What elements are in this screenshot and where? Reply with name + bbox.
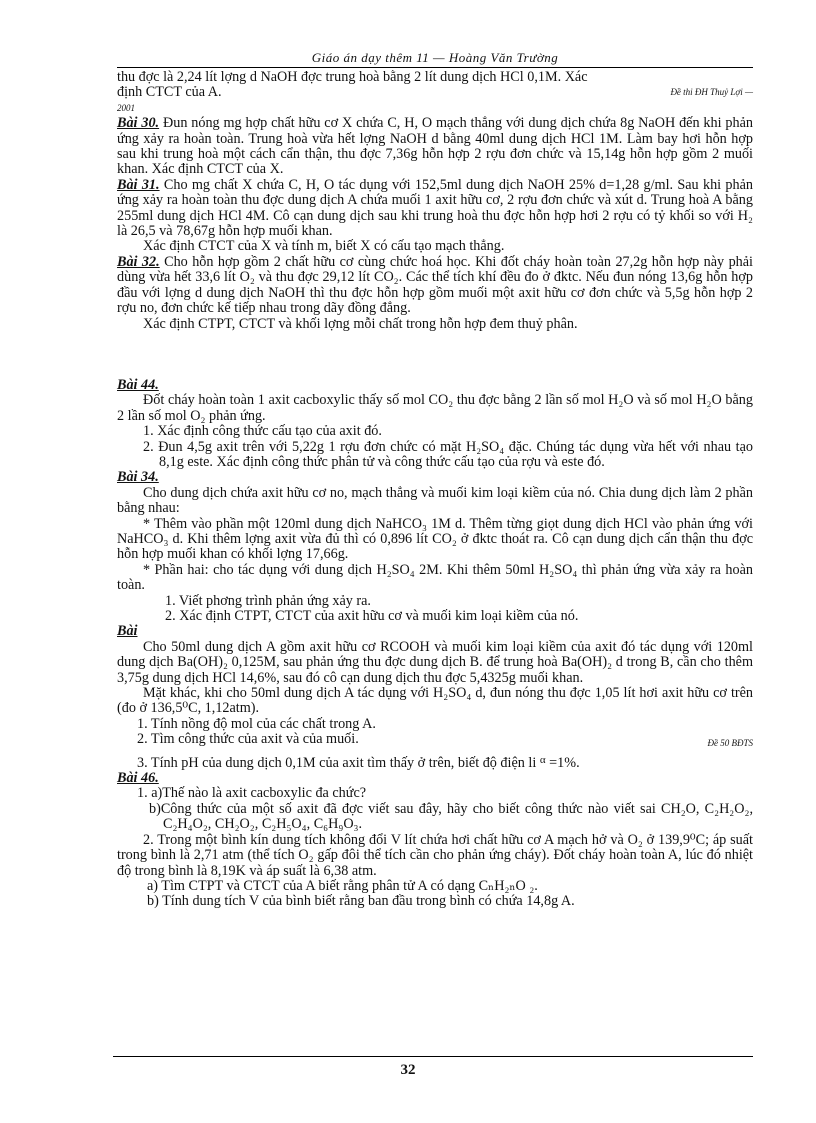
- list-item: 1. Viết phơng trình phản ứng xảy ra.: [165, 592, 371, 609]
- exercise-text: Cho dung dịch chứa axit hữu cơ no, mạch thẳng và muối kim loại kiềm của nó. Chia dung dịch làm 2 phần bằng nhau:: [117, 484, 753, 517]
- exercise-bai-label: [117, 624, 753, 639]
- exercise-text: Cho hỗn hợp gồm 2 chất hữu cơ cùng chức hoá học. Khi đốt cháy hoàn toàn 27,2g hỗn hợp này phải dùng vừa hết 33,6 lít O₂ và thu đợc 29,12 lít CO₂. Các thể tích khí đều đo ở đktc. Nếu đun nóng 13,6g hỗn hợp đầu với lợng d dung dịch NaOH thì thu đợc hỗn hợp gồm muối một axit hữu cơ đơn chức và 5,5g hỗn hợp 2 rợu no, đơn chức kế tiếp nhau trong dãy đồng đẳng.: [117, 253, 753, 317]
- exercise-label: Bài 30.: [117, 115, 160, 132]
- exercise-46-label: [117, 771, 753, 786]
- exam-source: Đề thi ĐH Thuỷ Lợi —: [670, 87, 753, 98]
- exercise-text: Đốt cháy hoàn toàn 1 axit cacboxylic thấy số mol CO₂ thu đợc bằng 2 lần số mol H₂O và số mol H₂O bằng 2 lần số mol O₂ phản ứng.: [117, 392, 753, 424]
- exam-source: Đề 50 BĐTS: [707, 738, 753, 749]
- exam-year: 2001: [117, 102, 135, 113]
- list-item: 2. Xác định CTPT, CTCT của axit hữu cơ và muối kim loại kiềm của nó.: [165, 608, 579, 624]
- exercise-34-label: [117, 470, 753, 485]
- exercise-44-label: [117, 378, 753, 393]
- document-page: [117, 50, 753, 910]
- exercise-label: Bài 44.: [117, 376, 159, 393]
- exercise-label: Bài: [117, 623, 138, 640]
- footer-rule: [113, 1056, 753, 1057]
- list-item: 1. Tính nồng độ mol của các chất trong A.: [137, 715, 376, 732]
- alpha-symbol: α: [539, 753, 546, 766]
- list-item: a) Tìm CTPT và CTCT của A biết rằng phân tử A có dạng CₙH₂ₙO ₂.: [147, 877, 538, 894]
- exercise-31: [117, 178, 753, 240]
- running-header: Giáo án dạy thêm 11 — Hoàng Văn Trường: [311, 50, 559, 65]
- list-item: 2. Đun 4,5g axit trên với 5,22g 1 rợu đơn chức có mặt H₂SO₄ đặc. Chúng tác dụng vừa hết với nhau tạo 8,1g este. Xác định công thức phân tử và công thức cấu tạo của rợu và este đó.: [143, 438, 753, 470]
- list-item: 1. Xác định công thức cấu tạo của axit đó.: [143, 423, 382, 440]
- exercise-part: * Thêm vào phần một 120ml dung dịch NaHCO₃ 1M d. Thêm từng giọt dung dịch HCl vào phản ứng với NaHCO₃ d. Khi thêm lợng axit vừa đủ thì có 0,896 lít CO₂ ở đktc thoát ra. Cô cạn dung dịch cẩn thận thu đợc hỗn hợp muối khan có khối lợng 17,66g.: [117, 515, 753, 563]
- list-item: b) Tính dung tích V của bình biết rằng ban đầu trong bình có chứa 14,8g A.: [147, 893, 575, 910]
- exercise-text: Cho 50ml dung dịch A gồm axit hữu cơ RCOOH và muối kim loại kiềm của axit đó tác dụng với 120ml dung dịch Ba(OH)₂ 0,125M, sau phản ứng thu đợc dung dịch B. để trung hoà Ba(OH)₂ d trong B, cần cho thêm 3,75g dung dịch HCl 14,6%, sau đó cô cạn dung dịch thu đợc 5,4325g muối khan.: [117, 638, 753, 686]
- text-span: 2. Tìm công thức của axit và của muối.: [137, 731, 359, 748]
- text-line: thu đợc là 2,24 lít lợng d NaOH đợc trung hoà bằng 2 lít dung dịch HCl 0,1M. Xác: [117, 69, 588, 85]
- exercise-text: Cho mg chất X chứa C, H, O tác dụng với 152,5ml dung dịch NaOH 25% d=1,28 g/ml. Sau khi phản ứng xảy ra hoàn toàn thu đợc dung dịch A chứa muối 1 axit hữu cơ, 2 rợu đơn chức và xút d. Trung hoà A bằng 255ml dung dịch HCl 4M. Cô cạn dung dịch sau khi trung hoà thu đợc hỗn hợp hơi 2 rợu có tỷ khối so với H₂ là 26,5 và 78,67g hỗn hợp muối khan.: [117, 176, 754, 240]
- exercise-text: Mặt khác, khi cho 50ml dung dịch A tác dụng với H₂SO₄ d, đun nóng thu đợc 1,05 lít hơi axit hữu cơ trên (đo ở 136,5⁰C, 1,12atm).: [117, 685, 753, 717]
- text-span: định CTCT của A.: [117, 84, 222, 101]
- text-span: =1%.: [545, 754, 580, 771]
- exercise-question: Xác định CTCT của X và tính m, biết X có cấu tạo mạch thẳng.: [143, 238, 505, 255]
- exercise-text: Đun nóng mg hợp chất hữu cơ X chứa C, H, O mạch thẳng với dung dịch chứa 8g NaOH đến khi phản ứng xảy ra hoàn toàn. Trung hoà vừa hết lợng NaOH d bằng 40ml dung dịch HCl 1M. Làm bay hơi hỗn hợp sau khi trung hoà một cách cẩn thận, thu đợc 7,36g hỗn hợp 2 rợu đơn chức và 15,14g hỗn hợp gồm 2 muối khan. Xác định CTCT của X.: [117, 115, 754, 178]
- exercise-question: Xác định CTPT, CTCT và khối lợng mỗi chất trong hỗn hợp đem thuỷ phân.: [143, 315, 578, 332]
- header-rule: [117, 67, 753, 68]
- text-span: 3. Tính pH của dung dịch 0,1M của axit tìm thấy ở trên, biết độ điện li: [137, 754, 537, 771]
- text-line: [117, 85, 753, 100]
- list-item: [117, 753, 753, 771]
- list-item: 1. a)Thế nào là axit cacboxylic đa chức?: [137, 785, 367, 802]
- page-number: 32: [400, 1062, 416, 1078]
- exercise-label: Bài 34.: [117, 469, 159, 486]
- exercise-label: Bài 32.: [117, 253, 160, 270]
- exercise-label: Bài 31.: [117, 176, 160, 193]
- exercise-label: Bài 46.: [117, 770, 159, 787]
- exercise-part: * Phần hai: cho tác dụng với dung dịch H₂SO₄ 2M. Khi thêm 50ml H₂SO₄ thì phản ứng vừa xảy ra hoàn toàn.: [117, 561, 753, 594]
- list-item: [117, 732, 753, 747]
- exercise-32: [117, 255, 753, 317]
- list-item: b)Công thức của một số axit đã đợc viết sau đây, hãy cho biết công thức nào viết sai CH₂O, C₂H₂O₂, C₂H₄O₂, CH₂O₂, C₂H₅O₄, C₆H₉O₃.: [149, 800, 753, 833]
- list-item: 2. Trong một bình kín dung tích không đổi V lít chứa hơi chất hữu cơ A mạch hở và O₂ ở 139,9⁰C; áp suất trong bình là 2,71 atm (thể tích O₂ gấp đôi thể tích cần cho phản ứng cháy). Đốt cháy hoàn toàn A, lúc đó nhiệt độ trong bình là 8,19K và áp suất là 6,38 atm.: [117, 831, 753, 879]
- exercise-30: [117, 116, 753, 178]
